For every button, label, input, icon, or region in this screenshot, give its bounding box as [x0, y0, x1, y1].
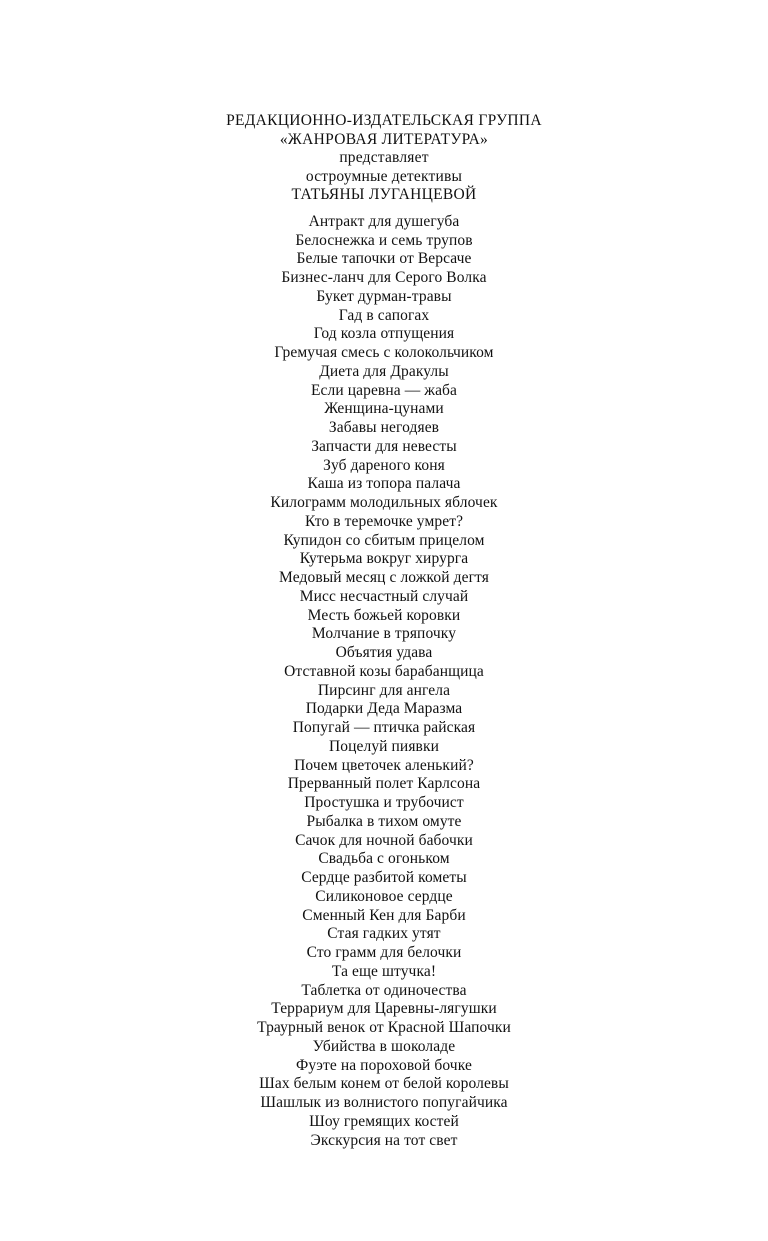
- book-title: Гад в сапогах: [338, 306, 430, 324]
- book-title: Отставной козы барабанщица: [284, 662, 484, 680]
- book-title: Кутерьма вокруг хирурга: [299, 550, 469, 568]
- book-title: Сменный Кен для Барби: [302, 906, 466, 924]
- book-title: Траурный венок от Красной Шапочки: [257, 1019, 511, 1037]
- book-title: Экскурсия на тот свет: [310, 1131, 458, 1149]
- book-title: Объятия удава: [335, 644, 433, 662]
- book-title: Шоу гремящих костей: [309, 1112, 459, 1130]
- book-title: Стая гадких утят: [327, 925, 441, 943]
- book-title: Силиконовое сердце: [315, 887, 453, 905]
- book-title: Шашлык из волнистого попугайчика: [260, 1094, 508, 1112]
- publisher-name-line2: «ЖАНРОВАЯ ЛИТЕРАТУРА»: [279, 130, 489, 148]
- book-title: Пирсинг для ангела: [317, 681, 451, 699]
- book-title: Молчание в тряпочку: [311, 625, 457, 643]
- book-title: Забавы негодяев: [328, 419, 440, 437]
- publisher-name-line1: РЕДАКЦИОННО-ИЗДАТЕЛЬСКАЯ ГРУППА: [226, 112, 542, 129]
- book-title: Убийства в шоколаде: [312, 1037, 456, 1055]
- book-title: Подарки Деда Маразма: [305, 700, 463, 718]
- book-title: Та еще штучка!: [331, 962, 437, 980]
- book-title: Белые тапочки от Версаче: [296, 250, 472, 268]
- book-title: Попугай — птичка райская: [292, 719, 476, 737]
- series-text: остроумные детективы: [305, 167, 463, 185]
- book-title: Каша из топора палача: [307, 475, 461, 493]
- book-title: Сачок для ночной бабочки: [295, 831, 473, 849]
- book-title: Шах белым конем от белой королевы: [259, 1075, 509, 1093]
- book-title: Бизнес-ланч для Серого Волка: [281, 269, 487, 287]
- book-title: Год козла отпущения: [313, 325, 455, 343]
- book-title-list: [0, 213, 768, 1151]
- book-title: Сердце разбитой кометы: [301, 869, 467, 887]
- book-title: Таблетка от одиночества: [301, 981, 467, 999]
- book-title: Террариум для Царевны-лягушки: [271, 1000, 497, 1018]
- spacer: [0, 205, 768, 213]
- book-title: Белоснежка и семь трупов: [295, 231, 473, 249]
- book-title: Простушка и трубочист: [304, 794, 464, 812]
- book-page: [0, 112, 768, 1150]
- book-title: Если царевна — жаба: [310, 381, 458, 399]
- book-title: Килограмм молодильных яблочек: [270, 494, 498, 512]
- book-title: Кто в теремочке умрет?: [304, 512, 464, 530]
- book-title: Мисс несчастный случай: [299, 587, 469, 605]
- book-title: Букет дурман-травы: [316, 287, 452, 305]
- book-title: Сто грамм для белочки: [306, 944, 462, 962]
- book-title: Купидон со сбитым прицелом: [283, 531, 485, 549]
- book-title: Свадьба с огоньком: [318, 850, 450, 868]
- book-title: Антракт для душегуба: [308, 212, 460, 230]
- book-title: Месть божьей коровки: [307, 606, 461, 624]
- book-title: Фуэте на пороховой бочке: [296, 1056, 472, 1074]
- book-title: Почем цветочек аленький?: [294, 756, 474, 774]
- book-title: Прерванный полет Карлсона: [287, 775, 481, 793]
- book-title: Зуб дареного коня: [323, 456, 445, 474]
- presents-text: представляет: [339, 149, 429, 167]
- book-title: Рыбалка в тихом омуте: [306, 812, 462, 830]
- page-header: [0, 112, 768, 205]
- book-title: Женщина-цунами: [324, 400, 444, 418]
- book-title: Запчасти для невесты: [311, 437, 457, 455]
- book-title: Диета для Дракулы: [319, 362, 449, 380]
- book-title: Гремучая смесь с колокольчиком: [274, 344, 494, 362]
- book-title: Поцелуй пиявки: [328, 737, 440, 755]
- book-title: Медовый месяц с ложкой дегтя: [279, 569, 489, 587]
- author-name: ТАТЬЯНЫ ЛУГАНЦЕВОЙ: [291, 186, 477, 204]
